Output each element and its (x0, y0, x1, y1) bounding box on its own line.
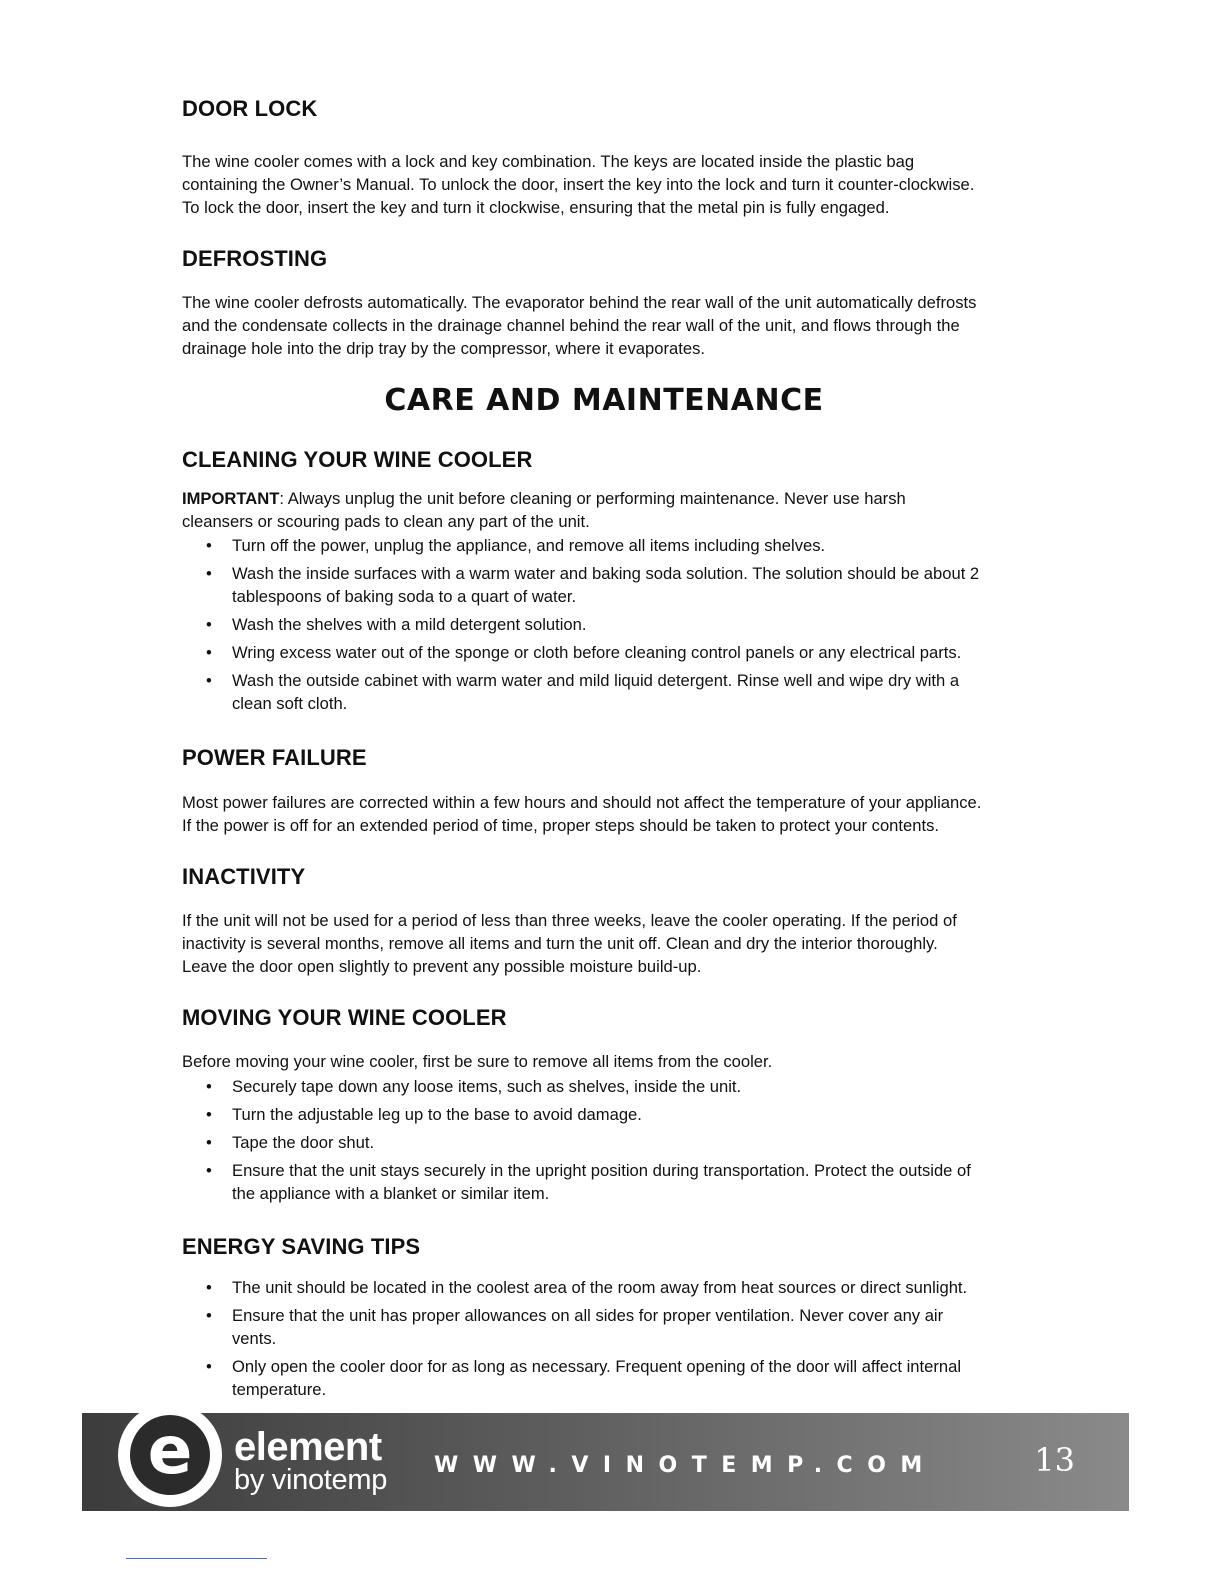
door-lock-paragraph: The wine cooler comes with a lock and key combination. The keys are located inside the plastic bag containing the Owner’s Manual. To unlock the door, insert the key into the lock and turn it counter-clockwise. To lock the door, insert the key and turn it clockwise, ensuring that the metal pin is fully engaged. (182, 152, 975, 217)
list-item: • Securely tape down any loose items, such as shelves, inside the unit. (206, 1075, 1026, 1098)
page-footer (82, 1413, 1129, 1511)
element-logo-icon: e (118, 1403, 222, 1507)
section-heading-inactivity: INACTIVITY (182, 864, 306, 889)
list-item: • Turn the adjustable leg up to the base to avoid damage. (206, 1103, 1026, 1126)
inactivity-paragraph: If the unit will not be used for a period of less than three weeks, leave the cooler operating. If the period of inactivity is several months, remove all items and turn the unit off. Clean and dry the interior thoroughly. Leave the door open slightly to prevent any possible moisture build-up. (182, 911, 957, 976)
important-label: IMPORTANT (182, 489, 280, 508)
moving-bullet-list (206, 1075, 1026, 1210)
section-heading-door-lock: DOOR LOCK (182, 96, 318, 121)
list-item: • Only open the cooler door for as long as necessary. Frequent opening of the door will affect internal temperature. (206, 1355, 1026, 1401)
defrosting-paragraph: The wine cooler defrosts automatically. The evaporator behind the rear wall of the unit automatically defrosts and the condensate collects in the drainage channel behind the rear wall of the unit, and flows through the drainage hole into the drip tray by the compressor, where it evaporates. (182, 293, 977, 358)
section-heading-defrosting: DEFROSTING (182, 246, 328, 271)
cleaning-bullet-list (206, 534, 1026, 720)
list-item: • Ensure that the unit stays securely in the upright position during transportation. Protect the outside of the appliance with a blanket or similar item. (206, 1159, 1026, 1205)
list-item: • Turn off the power, unplug the appliance, and remove all items including shelves. (206, 534, 1026, 557)
energy-bullet-list (206, 1276, 1026, 1406)
section-heading-power-failure: POWER FAILURE (182, 745, 367, 770)
moving-intro: Before moving your wine cooler, first be sure to remove all items from the cooler. (182, 1052, 773, 1071)
list-item: • Wash the outside cabinet with warm water and mild liquid detergent. Rinse well and wipe dry with a clean soft cloth. (206, 669, 1026, 715)
list-item: • Wash the shelves with a mild detergent solution. (206, 613, 1026, 636)
list-item: • Wring excess water out of the sponge or cloth before cleaning control panels or any electrical parts. (206, 641, 1026, 664)
website-url: WWW.VINOTEMP.COM (434, 1453, 937, 1478)
divider (126, 1558, 267, 1559)
section-heading-cleaning: CLEANING YOUR WINE COOLER (182, 447, 533, 472)
brand-subtitle: by vinotemp (234, 1464, 388, 1496)
power-failure-paragraph: Most power failures are corrected within a few hours and should not affect the temperature of your appliance. If the power is off for an extended period of time, proper steps should be taken to protect your contents. (182, 793, 982, 835)
list-item: • Tape the door shut. (206, 1131, 1026, 1154)
page-title: CARE AND MAINTENANCE (384, 383, 824, 418)
section-heading-moving: MOVING YOUR WINE COOLER (182, 1005, 507, 1030)
brand-name: element (234, 1425, 382, 1469)
cleaning-important-paragraph: IMPORTANT: Always unplug the unit before cleaning or performing maintenance. Never use harsh cleansers or scouring pads to clean any part of the unit. (182, 489, 906, 531)
page-number: 13 (1034, 1441, 1075, 1479)
section-heading-energy-saving: ENERGY SAVING TIPS (182, 1234, 421, 1259)
list-item: • Ensure that the unit has proper allowances on all sides for proper ventilation. Never cover any air vents. (206, 1304, 1026, 1350)
list-item: • The unit should be located in the coolest area of the room away from heat sources or direct sunlight. (206, 1276, 1026, 1299)
list-item: • Wash the inside surfaces with a warm water and baking soda solution. The solution should be about 2 tablespoons of baking soda to a quart of water. (206, 562, 1026, 608)
